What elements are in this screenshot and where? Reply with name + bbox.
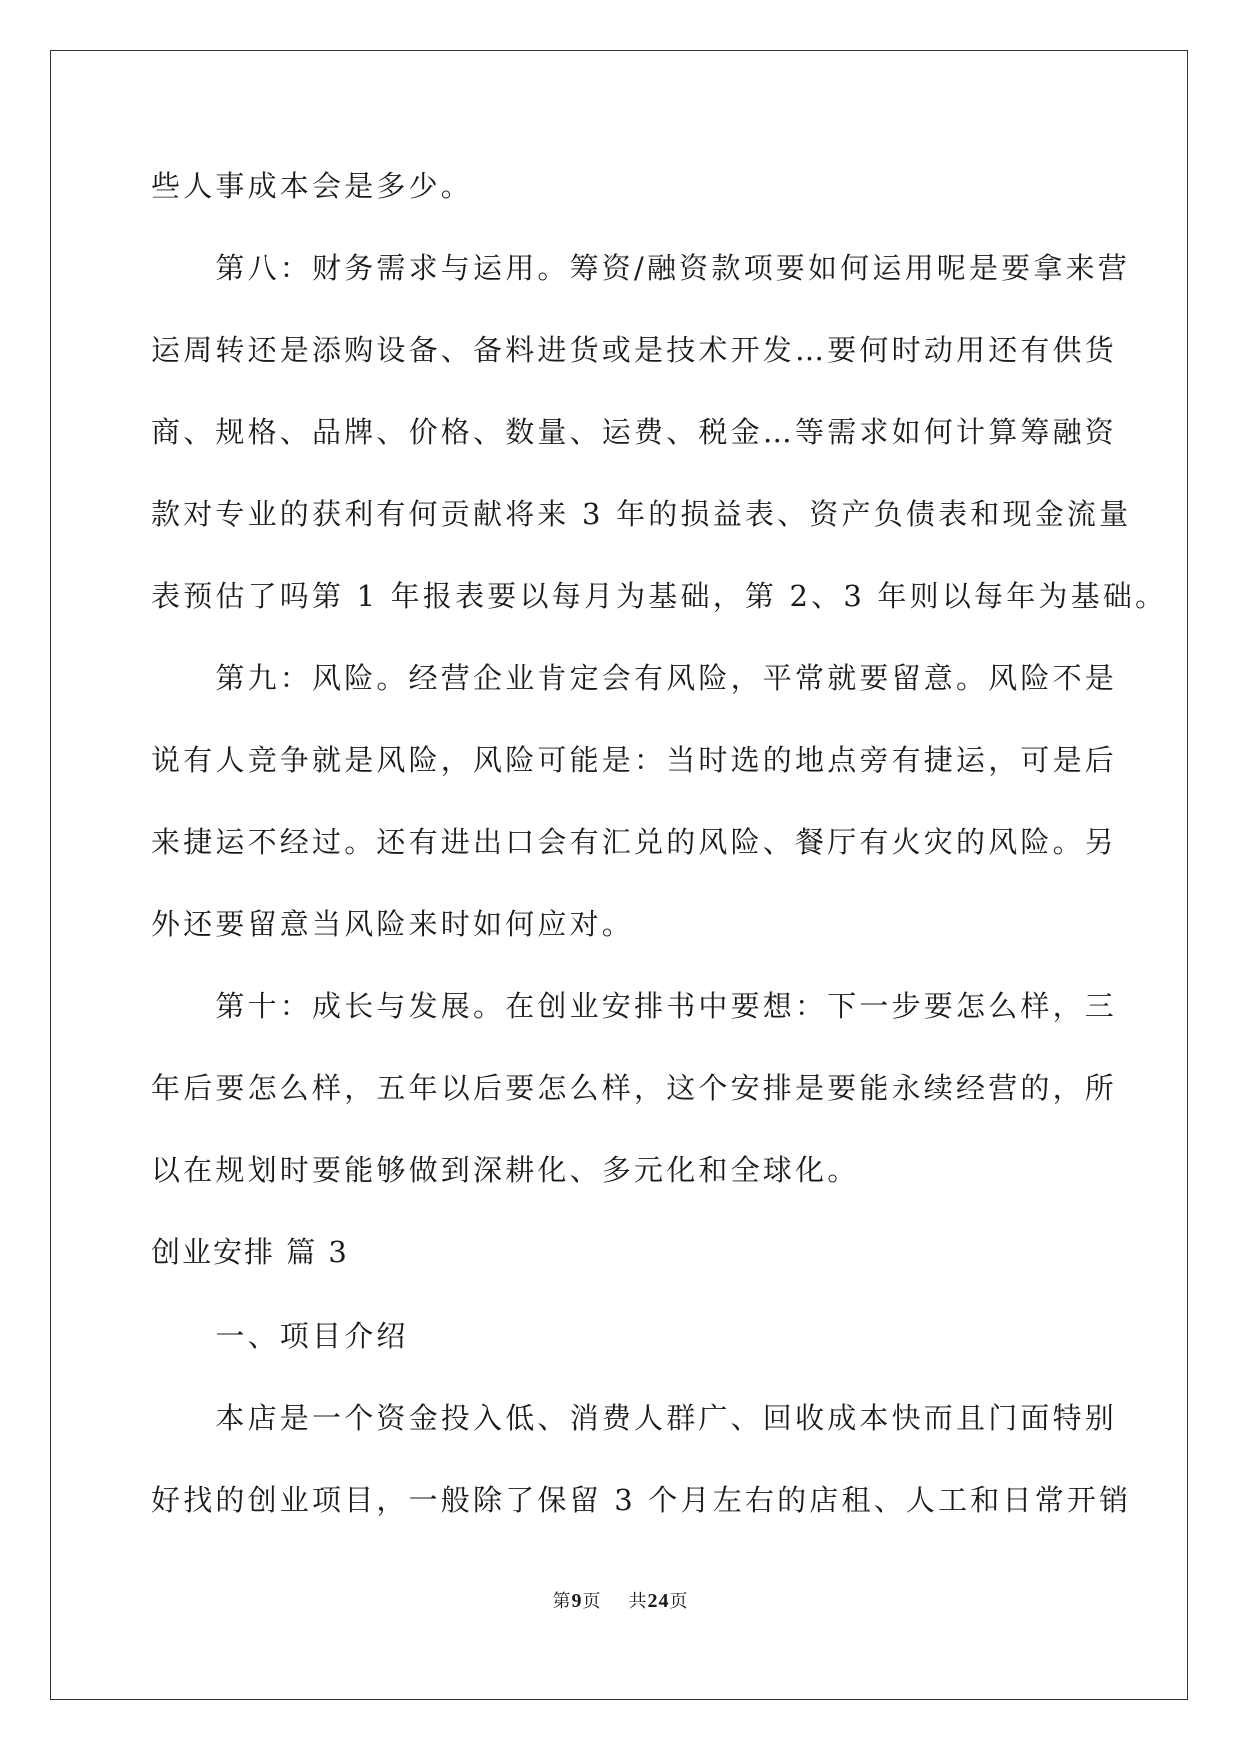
- text-line: 运周转还是添购设备、备料进货或是技术开发…要何时动用还有供货: [151, 333, 1118, 367]
- text-line: 年后要怎么样，五年以后要怎么样，这个安排是要能永续经营的，所: [151, 1071, 1118, 1105]
- section-heading: 创业安排 篇 3: [151, 1235, 349, 1269]
- text-line: 说有人竞争就是风险，风险可能是：当时选的地点旁有捷运，可是后: [151, 743, 1118, 777]
- text-line: 以在规划时要能够做到深耕化、多元化和全球化。: [151, 1153, 860, 1187]
- page-suffix: 页: [582, 1591, 602, 1612]
- text-line: 本店是一个资金投入低、消费人群广、回收成本快而且门面特别: [151, 1401, 1118, 1435]
- text-line: 表预估了吗第 1 年报表要以每月为基础，第 2、3 年则以每年为基础。: [151, 579, 1168, 613]
- total-pages: 24: [647, 1590, 670, 1612]
- text-line: 来捷运不经过。还有进出口会有汇兑的风险、餐厅有火灾的风险。另: [151, 825, 1118, 859]
- text-line: 商、规格、品牌、价格、数量、运费、税金…等需求如何计算筹融资: [151, 415, 1118, 449]
- text-line: 外还要留意当风险来时如何应对。: [151, 907, 635, 941]
- paragraph-8-line: 第八：财务需求与运用。筹资/融资款项要如何运用呢是要拿来营: [151, 251, 1130, 285]
- subsection-heading: 一、项目介绍: [151, 1319, 409, 1353]
- page-footer: [0, 1587, 1241, 1613]
- paragraph-9-line: 第九：风险。经营企业肯定会有风险，平常就要留意。风险不是: [151, 661, 1118, 695]
- total-suffix: 页: [669, 1591, 689, 1612]
- page-number: 9: [571, 1590, 583, 1612]
- page-prefix: 第: [552, 1591, 572, 1612]
- total-prefix: 共: [628, 1591, 648, 1612]
- text-line: 好找的创业项目，一般除了保留 3 个月左右的店租、人工和日常开销: [151, 1483, 1132, 1517]
- document-body: [151, 158, 1168, 1554]
- paragraph-10-line: 第十：成长与发展。在创业安排书中要想：下一步要怎么样，三: [151, 989, 1118, 1023]
- text-line: 些人事成本会是多少。: [151, 169, 474, 203]
- text-line: 款对专业的获利有何贡献将来 3 年的损益表、资产负债表和现金流量: [151, 497, 1132, 531]
